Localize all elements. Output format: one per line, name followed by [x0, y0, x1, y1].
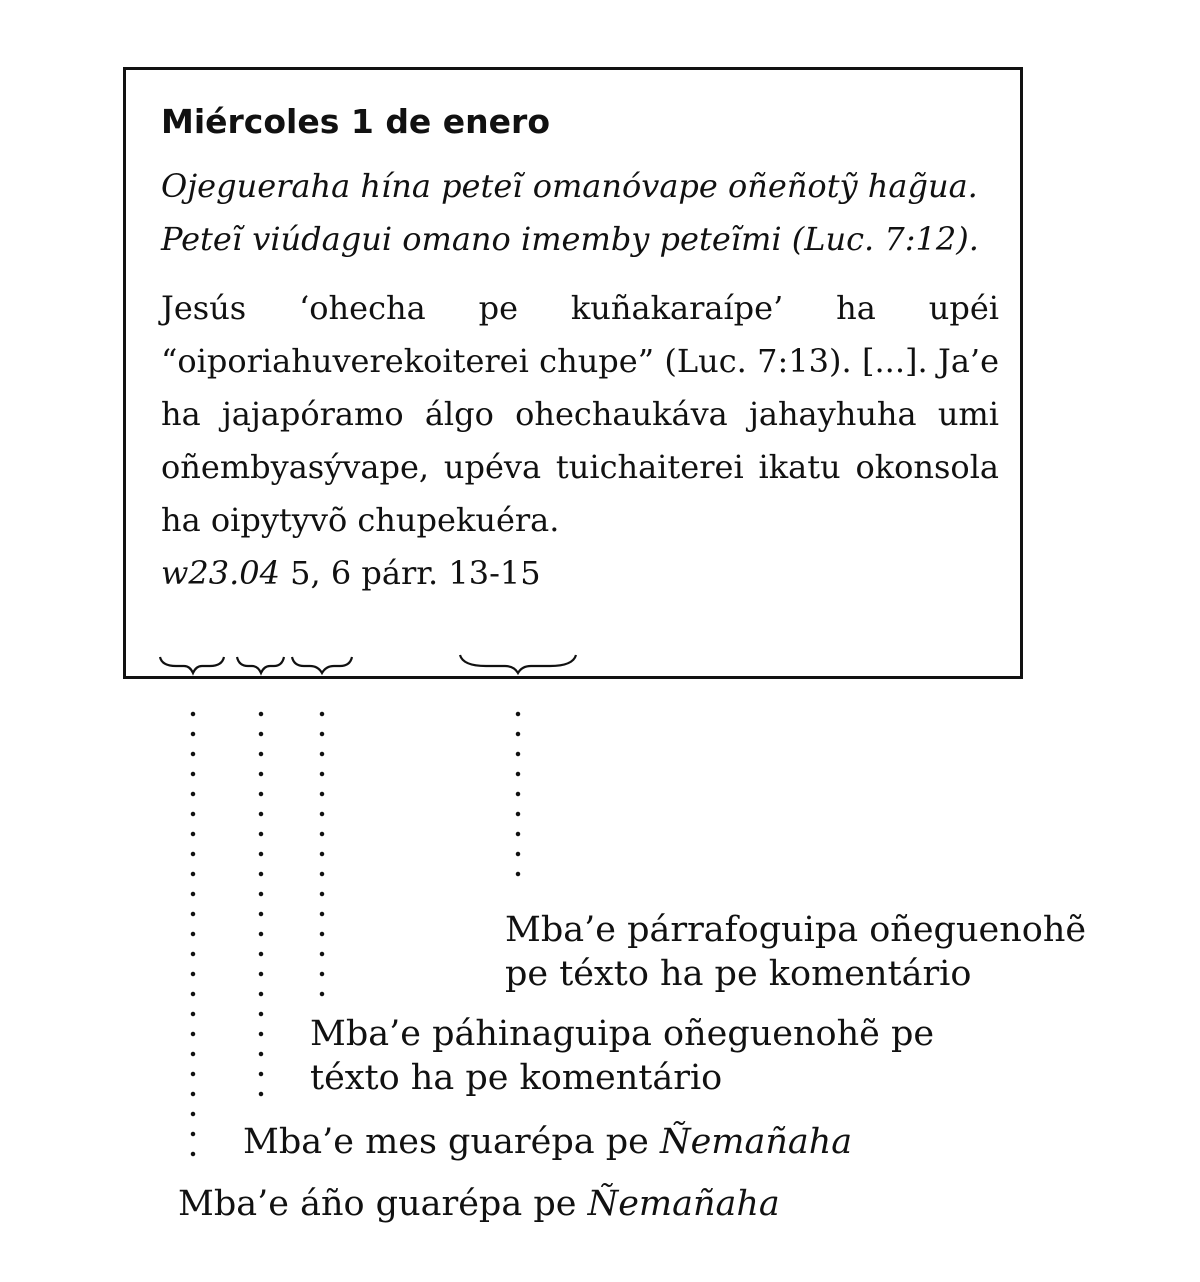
brace-publication	[160, 657, 224, 673]
label-year	[178, 1182, 780, 1226]
publication-code: w23	[161, 554, 230, 592]
scripture-quote: Ojegueraha hína peteĩ omanóvape oñeñotỹ hag̃ua. Peteĩ viúdagui omano imemby peteĩmi (Luc. 7:12).	[161, 167, 979, 258]
brace-issue	[237, 657, 284, 673]
label-year-text: Mba’e áño guarépa pe	[178, 1184, 588, 1224]
label-paragraphs-line-2: pe téxto ha pe komentário	[505, 954, 972, 994]
label-paragraphs-line-1: Mba’e párrafoguipa oñeguenohẽ	[505, 910, 1087, 950]
label-pages	[310, 1012, 934, 1100]
brace-paragraphs	[460, 655, 576, 673]
commentary-body: Jesús ‘ohecha pe kuñakaraípe’ ha upéi “oiporiahuverekoiterei chupe” (Luc. 7:13). [...]. Ja’e ha jajapóramo álgo ohechaukáva jahayhuha umi oñembyasývape, upéva tuichaiterei ikatu okonsola ha oipytyvõ chupekuéra.	[161, 289, 999, 539]
paragraph-numbers: 13-15	[448, 554, 541, 592]
label-pages-line-1: Mba’e páhinaguipa oñeguenohẽ pe	[310, 1014, 935, 1054]
label-month-text: Mba’e mes guarépa pe	[243, 1122, 660, 1162]
page-numbers: 5, 6	[290, 554, 352, 592]
label-paragraphs	[505, 908, 1086, 996]
label-pages-line-2: téxto ha pe komentário	[310, 1058, 723, 1098]
brace-pages	[292, 657, 352, 673]
paragraph-abbrev: párr.	[361, 554, 439, 592]
label-month-source: Ñemañaha	[659, 1122, 853, 1162]
date-heading: Miércoles 1 de enero	[161, 102, 551, 141]
issue-code: .04	[229, 554, 280, 592]
label-year-source: Ñemañaha	[587, 1184, 780, 1224]
label-month	[243, 1120, 852, 1164]
